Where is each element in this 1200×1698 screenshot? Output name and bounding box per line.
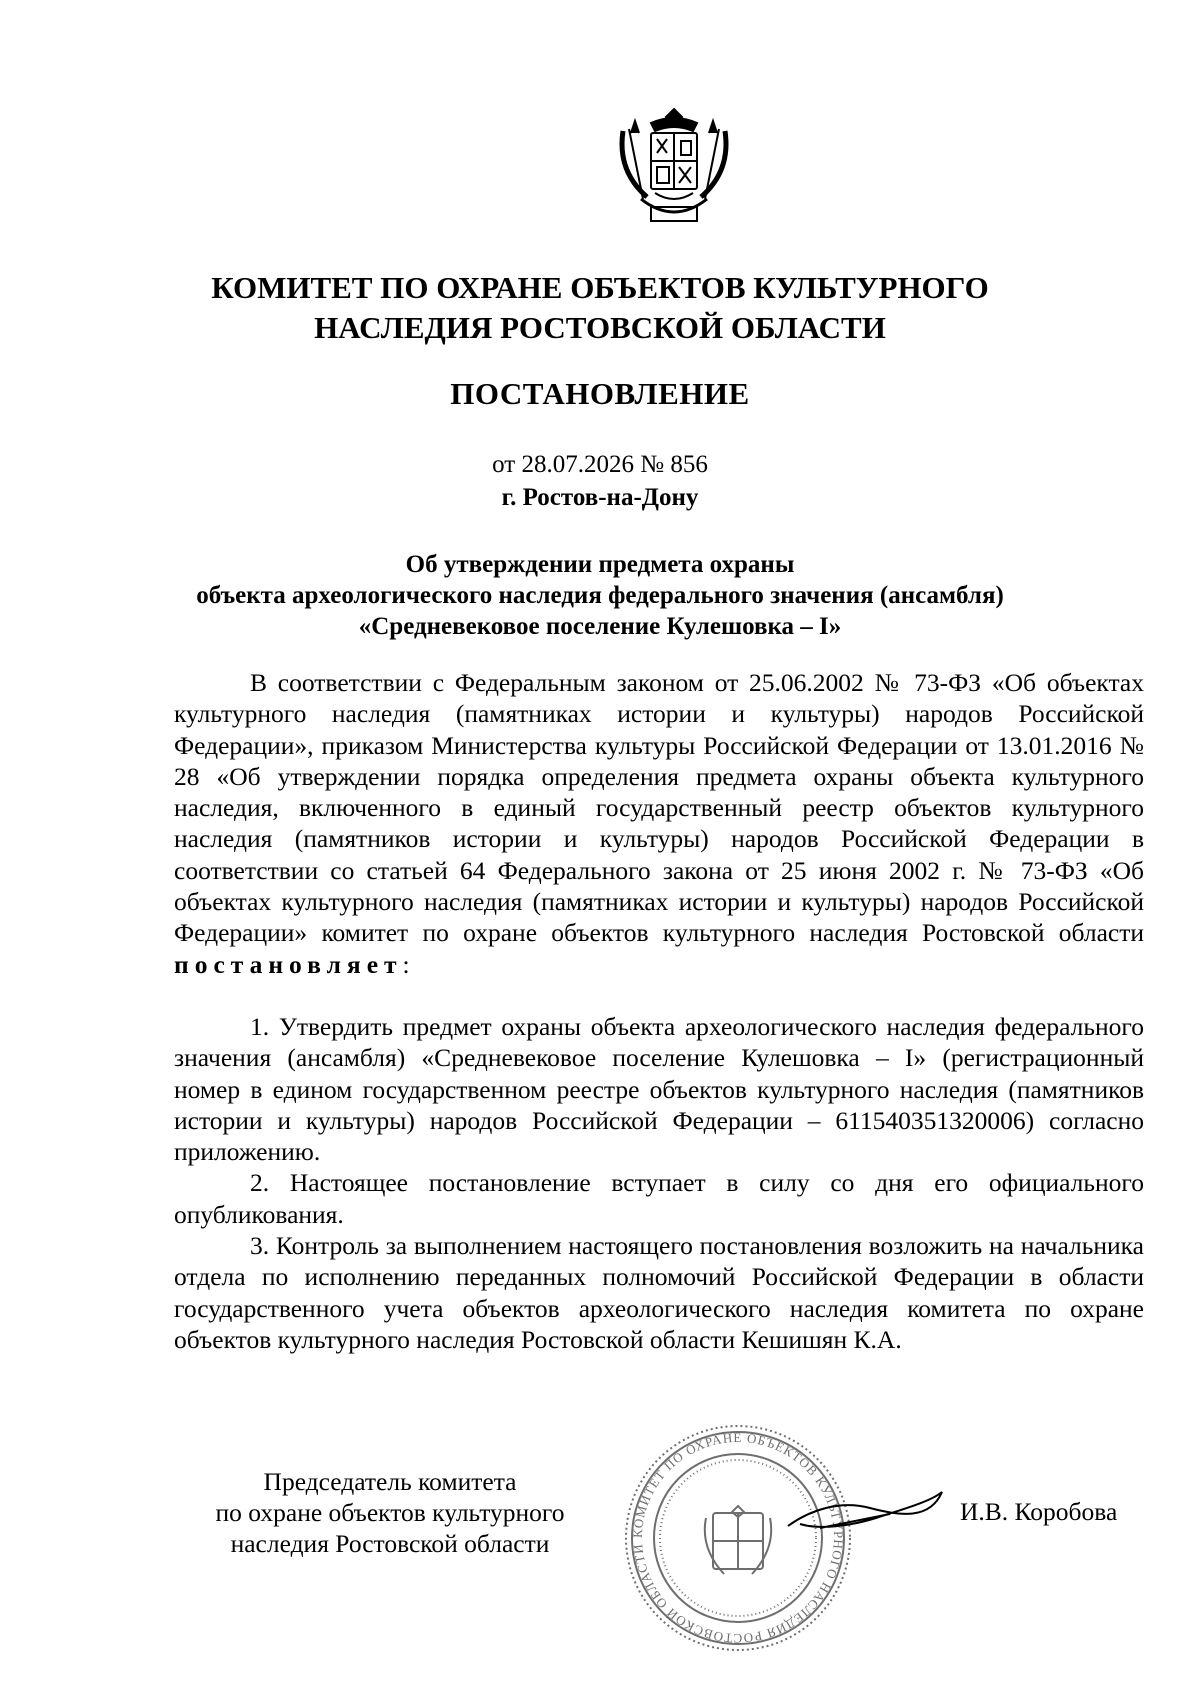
org-line-1: КОМИТЕТ ПО ОХРАНЕ ОБЪЕКТОВ КУЛЬТУРНОГО — [211, 270, 989, 305]
signer-name: И.В. Коробова — [960, 1497, 1118, 1526]
decree-punct: : — [402, 949, 410, 979]
organization-name — [0, 268, 1200, 348]
coat-of-arms-emblem — [611, 103, 737, 229]
city: г. Ростов-на-Дону — [501, 484, 699, 511]
document-type: ПОСТАНОВЛЕНИЕ — [450, 376, 750, 411]
item-2: 2. Настоящее постановление вступает в силу со дня его официального опубликования. — [174, 1168, 1144, 1229]
org-line-2: НАСЛЕДИЯ РОСТОВСКОЙ ОБЛАСТИ — [314, 310, 886, 345]
subject-line-2: объекта археологического наследия федерального значения (ансамбля) — [196, 582, 1004, 609]
seal-text: КОМИТЕТ ПО ОХРАНЕ ОБЪЕКТОВ КУЛЬТУРНОГО НАСЛЕДИЯ РОСТОВСКОЙ ОБЛАСТИ — [629, 1429, 847, 1647]
item-3: 3. Контроль за выполнением настоящего постановления возложить на начальника отдела по исполнению переданных полномочий Российской Федерации в области государственного учета объектов археологического наследия комитета по охране объектов культурного наследия Ростовской области Кешишян К.А. — [174, 1231, 1144, 1354]
date-number: от 28.07.2026 № 856 — [492, 451, 708, 478]
signer-position-line-2: по охране объектов культурного — [215, 1498, 565, 1527]
document-body — [174, 667, 1144, 1355]
preamble-paragraph — [174, 667, 1144, 980]
handwritten-signature — [780, 1480, 950, 1540]
document-subject — [0, 549, 1200, 642]
signer-position-line-3: наследия Ростовской области — [230, 1529, 550, 1558]
signer-position — [180, 1466, 600, 1559]
item-1: 1. Утвердить предмет охраны объекта археологического наследия федерального значения (ансамбля) «Средневековое поселение Кулешовка – I» (регистрационный номер в едином государственном реестре объектов культурного наследия (памятников истории и культуры) народов Российской Федерации – 611540351320006) согласно приложению. — [174, 1011, 1144, 1167]
preamble-text: В соответствии с Федеральным законом от 25.06.2002 № 73-ФЗ «Об объектах культурного наследия (памятниках истории и культуры) народов Российской Федерации», приказом Министерства культуры Российской Федерации от 13.01.2016 № 28 «Об утверждении порядка определения предмета охраны объекта культурного наследия, включенного в единый государственный реестр объектов культурного наследия (памятников истории и культуры) народов Российской Федерации в соответствии со статьей 64 Федерального закона от 25 июня 2002 г. № 73-ФЗ «Об объектах культурного наследия (памятниках истории и культуры) народов Российской Федерации» комитет по охране объектов культурного наследия Ростовской области — [174, 668, 1144, 948]
subject-line-3: «Средневековое поселение Кулешовка – I» — [358, 613, 842, 640]
signer-position-line-1: Председатель комитета — [263, 1467, 517, 1496]
subject-line-1: Об утверждении предмета охраны — [405, 551, 795, 578]
decree-word: постановляет — [174, 949, 403, 979]
